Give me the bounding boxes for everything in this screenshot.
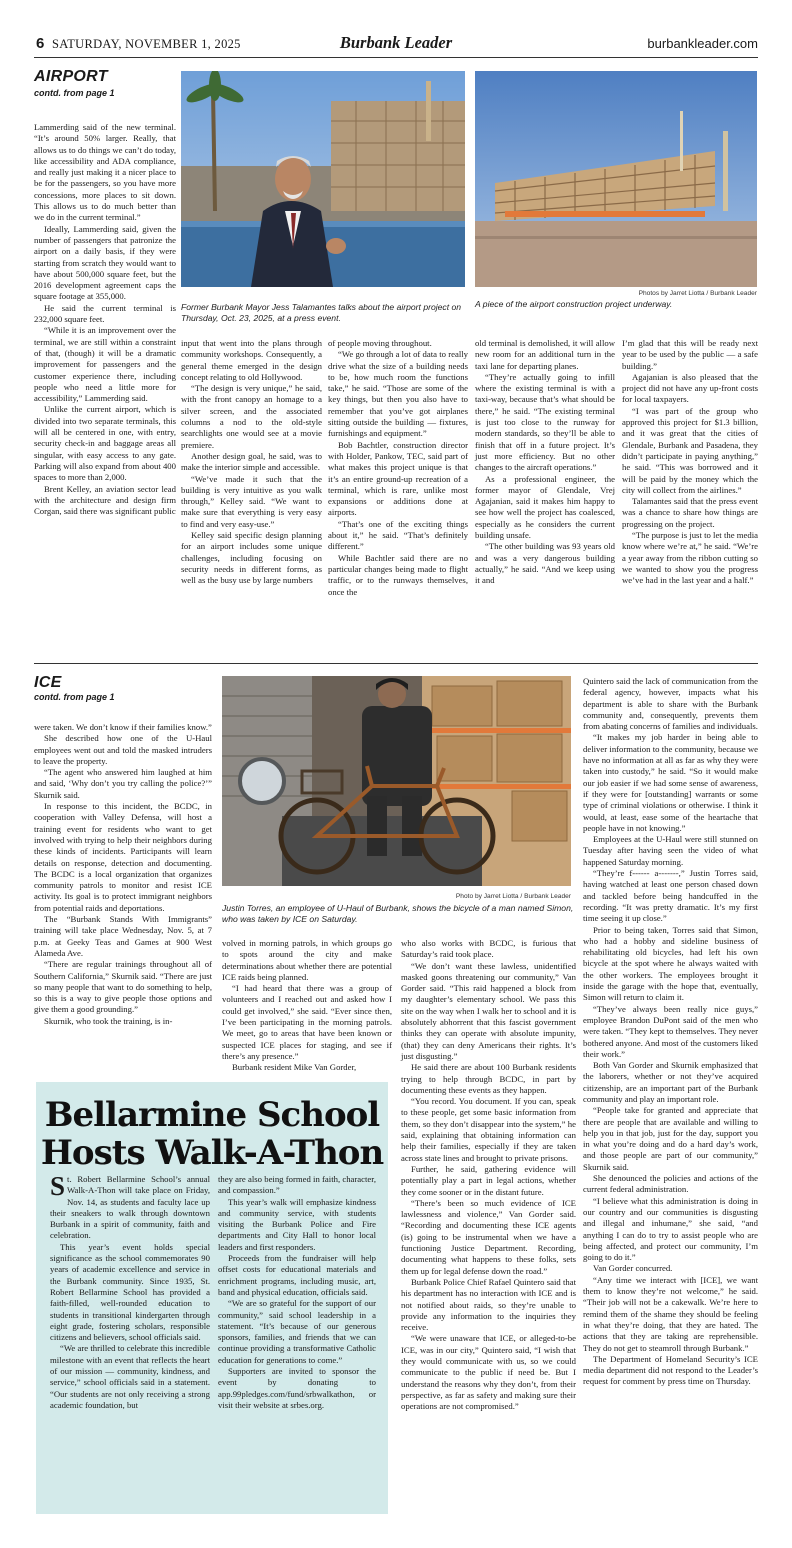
airport-photo-credit: Photos by Jarret Liotta / Burbank Leader <box>638 290 757 297</box>
paragraph: were taken. We don’t know if their families know.” <box>34 722 212 732</box>
paragraph: “I had heard that there was a group of volunteers and I reached out and asked how I could get involved,” she said. “Ever since then, I’ve been participating in the morning patrols. We meet, go to areas that have been known or suspected ICE places for staging, and see if there’s any presence.” <box>222 983 392 1061</box>
airport-caption-2: A piece of the airport construction project underway. <box>475 299 673 309</box>
ice-photo-credit: Photo by Jarret Liotta / Burbank Leader <box>455 893 571 900</box>
paragraph: “I believe what this administration is doing in our country and our communities is disgusting and illegal and inhumane,” she said, “and anything I can do to try to assist people who are being affected, and protect our community, I’m going to do it.” <box>583 1195 758 1263</box>
paragraph: “The other building was 93 years old and was a very dangerous building actually,” he said. “And we keep using it and <box>475 541 615 586</box>
paragraph: The Department of Homeland Security’s ICE media department did not respond to the Leader’s request for comment by press time on Thursday. <box>583 1353 758 1387</box>
paragraph: “We don’t want these lawless, unidentified masked goons threatening our community,” Van Gorder said. “This raid happened a block from my daughter’s elementary school. We pass this site on the way when I walk her to school and it is absolutely abhorrent that this fascist government thinks they can operate with absolute impunity, (that) they can deny Americans their rights. It’s just disgusting.” <box>401 960 576 1061</box>
paragraph: Bob Bachtler, construction director with Holder, Pankow, TEC, said part of what makes this project unique is that it’s an entire ground-up recreation of a terminal, which is rare, unlike most expansions or additions done at airports. <box>328 439 468 518</box>
paragraph: “The agent who answered him laughed at him and said, ‘Why don’t you try calling the police?’” Skurnik said. <box>34 767 212 800</box>
paragraph: He said there are about 100 Burbank residents trying to help through BCDC, in part by documenting these events as they happen. <box>401 1062 576 1095</box>
drop-cap: S <box>50 1171 66 1201</box>
paragraph: “We go through a lot of data to really drive what the size of a building needs to be, how much room the functions take,” he said. “Those are some of the key things, but then you also have to remember that you’ve got airplanes sitting outside the building — fixtures, furnishings and equipment.” <box>328 349 468 439</box>
paragraph: This year’s event holds special significance as the school commemorates 90 years of academic excellence and service in the Burbank community. Since 1935, St. Robert Bellarmine School has provided a faith-filled, well-rounded education to students in transitional kindergarten through eight grade, fostering scholars, responsible citizens and believers, school officials said. <box>50 1241 210 1343</box>
paragraph: Brent Kelley, an aviation sector lead with the architecture and design firm Corgan, said there was significant public <box>34 483 176 517</box>
paragraph: “There are regular trainings throughout all of Southern California,” Skurnik said. “There are just so many people that want to do something to help, so this is a way to give people those options and give them a good grounding.” <box>34 959 212 1015</box>
paragraph: “While it is an improvement over the terminal, we are still within a constraint of that, (though) it will be a dramatic improvement for passengers and the customer experience there, including people who need a little more for accessibility,” Lammerding said. <box>34 325 176 404</box>
paragraph: they are also being formed in faith, character, and compassion.” <box>218 1174 376 1196</box>
paragraph: Skurnik, who took the training, is in- <box>44 1015 173 1026</box>
paragraph: Burbank Police Chief Rafael Quintero said that his department has no interaction with ICE and is not notified about raids, so they’re unable to provide any information to the inquiries they receive. <box>401 1276 576 1333</box>
paragraph: Kelley said specific design planning for an airport includes some unique challenges, including focusing on security needs in different forms, as well as the busy use by large numbers <box>181 530 322 586</box>
paragraph: Prior to being taken, Torres said that Simon, who had a hobby and sideline business of rehabilitating old bicycles, had left his own bicycle at the spot where he always waited with the other workers. The employees brought it inside the garage with the hope that, eventually, Simon will return to claim it. <box>583 924 758 1003</box>
airport-section-title: AIRPORT <box>34 68 108 85</box>
page-number: 6 <box>36 35 45 52</box>
photo-construction <box>475 71 757 287</box>
airport-column-4 <box>475 338 615 587</box>
paragraph: “The design is very unique,” he said, with the front canopy an homage to a silver screen, and the associated columns a nod to the old-style searchlights one would see at a movie premiere. <box>181 383 322 450</box>
paragraph: input that went into the plans through community workshops. Consequently, a general theme emerged in the design concept relating to old Hollywood. <box>181 338 322 382</box>
paragraph: As a professional engineer, the former mayor of Glendale, Vrej Agajanian, said it makes him happy to see how well the project has coalesced, especially as he considers the current building unsafe. <box>475 473 615 541</box>
paragraph: “We were unaware that ICE, or alleged-to-be ICE, was in our city,” Quintero said, “I wish that they would communicate with us, so we could communicate to the public if need be. But I understand the reasons why they don’t, from their perspective, as far as safety and making sure their operations are not compromised.” <box>401 1333 576 1412</box>
paragraph: “That’s one of the exciting things about it,” he said. “That’s definitely different.” <box>328 518 468 552</box>
paper-name: Burbank Leader <box>339 33 453 52</box>
paragraph: Unlike the current airport, which is divided into two separate terminals, this will all be centered in one, with entry, security check-in and baggage areas all singular, with easy access to any gate. Parking will also expand from about 400 spaces to more than 2,000. <box>34 404 176 483</box>
paragraph: He said the current terminal is 232,000 square feet. <box>34 302 176 325</box>
paragraph: In response to this incident, the BCDC, in cooperation with Valley Defensa, will host a training event for residents who want to get involved with trying to help their neighbors during these kinds of incidents. Participants will learn details on response, detection and documenting. The BCDC is a local organization that organizes community patrols to monitor and resist ICE activity. Its goal is to protect immigrant neighbors from potential raids and deportations. <box>34 801 212 913</box>
paragraph: This year’s walk will emphasize kindness and community service, with students visiting the Burbank Police and Fire departments and City Hall to honor local leaders and first responders. <box>218 1196 376 1252</box>
ice-column-1 <box>34 722 212 1027</box>
airport-column-1 <box>34 122 176 517</box>
headline-line: Bellarmine School <box>44 1095 380 1135</box>
airport-column-3 <box>328 338 468 598</box>
bellarmine-article-box <box>36 1082 388 1514</box>
paragraph: The “Burbank Stands With Immigrants” training will take place Wednesday, Nov. 5, at 7 p.m. at Geeky Teas and Games at 900 West Alameda Ave. <box>34 914 212 958</box>
masthead <box>34 34 758 58</box>
paragraph: “They’re f------ a-------,” Justin Torres said, having watched at least one person chased down and tackled before being handcuffed in the recording. “It was pretty dramatic. It’s my first time seeing it up close.” <box>583 868 758 924</box>
paragraph: Agajanian is also pleased that the project did not have any up-front costs for local taxpayers. <box>622 371 758 405</box>
bellarmine-column-2 <box>218 1174 376 1411</box>
bellarmine-headline <box>36 1096 388 1172</box>
paragraph: old terminal is demolished, it will allow new room for an additional turn in the taxi lane for departing planes. <box>475 338 615 371</box>
paragraph: “They’re actually going to infill where the existing terminal is with a taxi-way, because that’s what should be there,” he said. “The existing terminal is just too close to the runway for modern standards, so they’ll be able to finish that off in a future project. It’s just more efficiency. But no other changes to the aircraft operations.” <box>475 371 615 473</box>
headline-line: Hosts Walk-A-Thon <box>40 1133 384 1173</box>
paragraph: “We are so grateful for the support of our community,” said school leadership in a statement. “It’s because of our generous sponsors, families, and friends that we can continue providing a transformative Catholic education for generations to come.” <box>218 1298 376 1365</box>
airport-column-5 <box>622 338 758 587</box>
paragraph: Another design goal, he said, was to make the interior simple and accessible. <box>181 450 322 473</box>
airport-contd-label: contd. from page 1 <box>34 88 115 98</box>
ice-contd-label: contd. from page 1 <box>34 692 115 702</box>
paragraph: Talamantes said that the press event was a chance to share how things are progressing on the project. <box>622 496 758 529</box>
paragraph: “Any time we interact with [ICE], we want them to know they’re not welcome,” he said. “Their job will not be a cakewalk. We’re here to remind them of the shame they should be feeling in what they’re doing, that they are hated. The actions that they are taking are reprehensible. They do not get to steamroll through Burbank.” <box>583 1274 758 1353</box>
ice-column-4 <box>583 676 758 1388</box>
paragraph: Burbank resident Mike Van Gorder, <box>232 1062 357 1073</box>
section-divider <box>34 663 758 664</box>
paragraph: “I was part of the group who approved this project for $1.3 billion, and it was great that the cities of Glendale, Burbank and Pasadena, they didn’t participate in paying anything,” he said. “This was borrowed and it will be paid by the money which the city will collect from the airlines.” <box>622 405 758 495</box>
paragraph: I’m glad that this will be ready next year to be used by the public — a safe building.” <box>622 338 758 371</box>
paragraph: Lammerding said of the new terminal. “It’s around 50% larger. Really, that allows us to do things we can’t do today, like accessibility and ADA compliance, and really just making it a nicer place to be for the passengers, so you have more concessions, more places to sit down. This allows us to do much better than we do in the current terminal.” <box>34 122 176 223</box>
website-link[interactable]: burbankleader.com <box>647 36 758 51</box>
paragraph: of people moving throughout. <box>328 338 432 348</box>
photo-bicycle <box>222 676 571 886</box>
paragraph: “People take for granted and appreciate that there are people that are available and willing to help you in that job, just for the day, support you in what you’re doing and do a hard day’s work, and those people are part of our community,” Skurnik said. <box>583 1105 758 1172</box>
paragraph: “We are thrilled to celebrate this incredible milestone with an event that reflects the heart of our mission — community, kindness, and service,” school officials said in a statement. “Our students are not only receiving a strong academic foundation, but <box>50 1343 210 1410</box>
paragraph: Both Van Gorder and Skurnik emphasized that the laborers, whether or not they’ve acquired citizenship, are an important part of the Burbank community and play an important role. <box>583 1060 758 1104</box>
paragraph: Further, he said, gathering evidence will potentially play a part in legal actions, whether they come sooner or in the distant future. <box>401 1163 576 1197</box>
lead-text: t. Robert Bellarmine School’s annual Walk-A-Thon will take place on Friday, Nov. 14, as students and faculty lace up their sneakers to walk through downtown Burbank in a spirit of community, faith and celebration. <box>50 1174 210 1241</box>
paragraph: “We’ve made it such that the building is very intuitive as you walk through,” Kelley said. “We want to make sure that everything is very easy to find and very easy-use.” <box>181 473 322 529</box>
ice-section-title: ICE <box>34 674 62 691</box>
paragraph: Van Gorder concurred. <box>593 1263 673 1274</box>
ice-column-2 <box>222 938 392 1074</box>
paragraph: She described how one of the U-Haul employees went out and told the masked intruders to leave the property. <box>34 733 212 766</box>
ice-caption: Justin Torres, an employee of U-Haul of Burbank, shows the bicycle of a man named Simon, who was taken by ICE on Saturday. <box>222 903 574 925</box>
issue-date: SATURDAY, NOVEMBER 1, 2025 <box>52 37 241 51</box>
ice-column-3 <box>401 938 576 1412</box>
paragraph: Employees at the U-Haul were still stunned on Tuesday after having seen the video of what happened Saturday morning. <box>583 834 758 867</box>
airport-caption-1: Former Burbank Mayor Jess Talamantes talks about the airport project on Thursday, Oct. 23, 2025, at a press event. <box>181 302 462 324</box>
paragraph: “There’s been so much evidence of ICE lawlessness and violence,” Van Gorder said. “Recording and documenting these ICE agents (is) going to be instrumental when we have a functioning Justice Department. Recording, documenting what happens to these folks, sets them up for legal defense down the road.” <box>401 1197 576 1276</box>
paragraph: Supporters are invited to sponsor the event by donating to app.99pledges.com/fund/srbwalkathon, or visit their website at srbes.org. <box>218 1366 376 1410</box>
paragraph <box>50 1171 210 1242</box>
paragraph: “You record. You document. If you can, speak to these people, get some basic information from them, so they don’t disappear into the system,” he said, explaining that obtaining information can help their families, especially if they are taken across state lines and brought to private prisons. <box>401 1096 576 1163</box>
paragraph: Ideally, Lammerding said, given the number of passengers that patronize the airport on a daily basis, if they were starting from scratch they would want to have about 500,000 square feet, but the 2016 development agreement caps the square footage at 355,000. <box>34 223 176 302</box>
photo-talamantes <box>181 71 465 287</box>
bellarmine-column-1 <box>50 1171 210 1411</box>
paragraph: “They’ve always been really nice guys,” employee Brandon DuPont said of the men who were taken. “They kept to themselves. They never bothered anyone. And most of the customers liked their work.” <box>583 1003 758 1059</box>
paragraph: While Bachtler said there are no particular changes being made to flight traffic, or to the runways themselves, once the <box>328 552 468 597</box>
paragraph: volved in morning patrols, in which groups go to spots around the city and make determinations about whether there are potential ICE raids being planned. <box>222 938 392 982</box>
paragraph: who also works with BCDC, is furious that Saturday’s raid took place. <box>401 938 576 960</box>
paragraph: Quintero said the lack of communication from the federal agency, however, impacts what his department is able to share with the Burbank community and, consequently, prevents them from abating concerns of families and individuals. <box>583 676 758 732</box>
paragraph: Proceeds from the fundraiser will help offset costs for educational materials and enrichment programs, including music, art, band and physical education, officials said. <box>218 1253 376 1297</box>
paragraph: “The purpose is just to let the media know where we’re at,” he said. “We’re a year away from the ribbon cutting so we wanted to show you the progress we’ve had in the last year and a half.” <box>622 530 758 586</box>
airport-column-2 <box>181 338 322 587</box>
paragraph: “It makes my job harder in being able to deliver information to the community, because we have no information at all as far as why they were taken into custody,” he said. “So it would make our job easier if we had some sense of awareness, if they were for [outstanding] warrants or some type of criminal violations or otherwise. I think it would, at least, ease some of the heartache that people have in not knowing.” <box>583 732 758 833</box>
paragraph: She denounced the policies and actions of the current federal administration. <box>583 1173 758 1195</box>
